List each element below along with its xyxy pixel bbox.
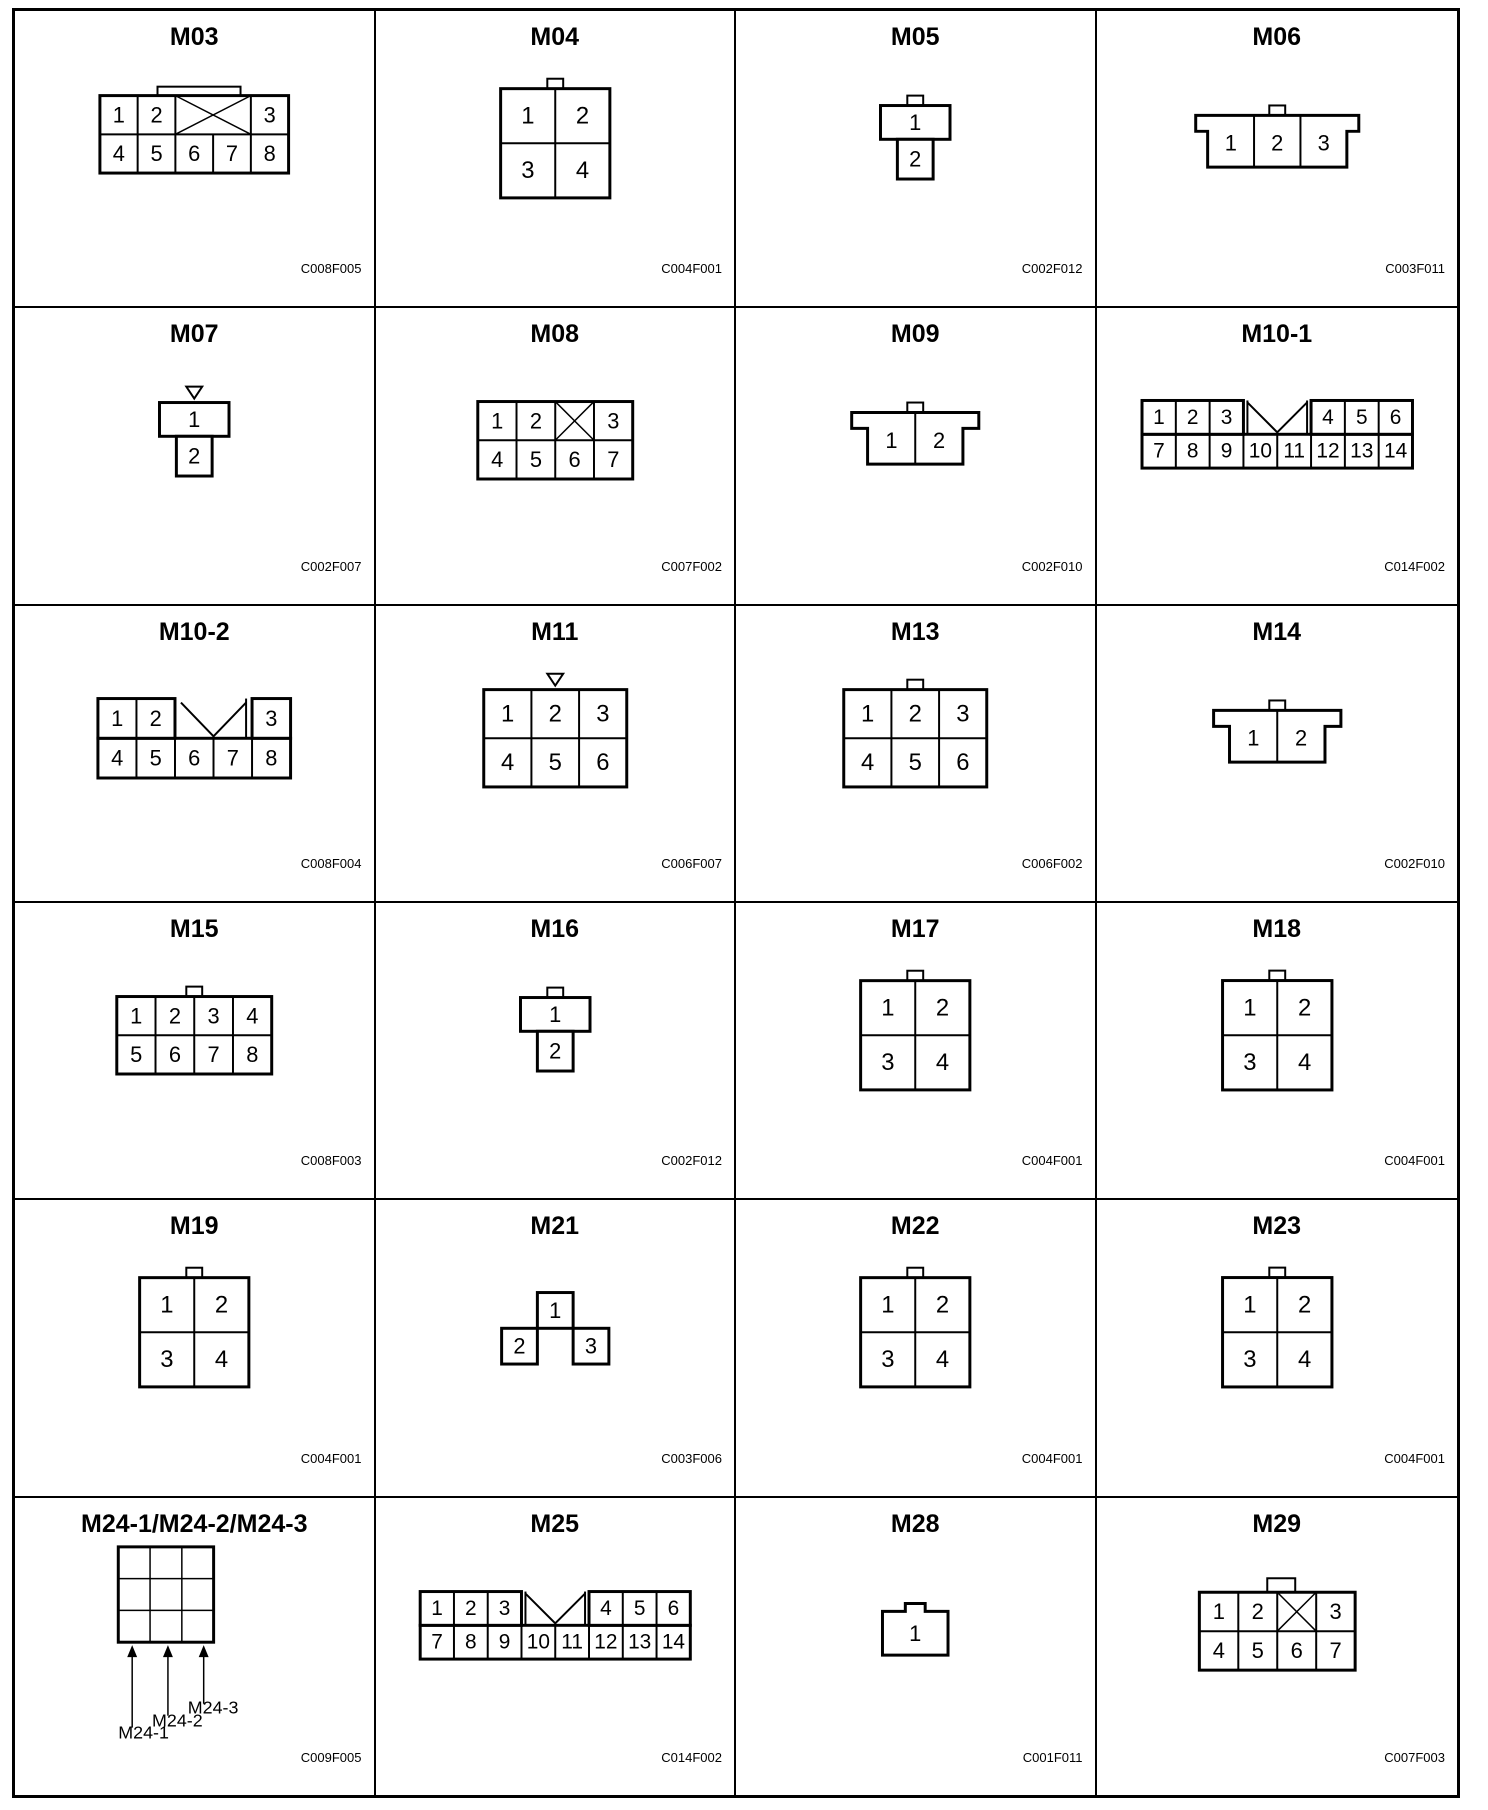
figure-code: C003F006 xyxy=(661,1450,722,1466)
pin-number: 7 xyxy=(430,1630,443,1654)
connector-face-diagram xyxy=(1097,1200,1458,1495)
connector-face-diagram xyxy=(376,903,735,1198)
figure-code: C007F002 xyxy=(661,558,722,574)
pin-number: 5 xyxy=(1251,1637,1264,1663)
pin-number: 2 xyxy=(529,408,542,434)
pin-number: 14 xyxy=(661,1630,685,1654)
figure-code: C002F010 xyxy=(1021,558,1083,574)
pin-number: 4 xyxy=(1212,1637,1225,1663)
figure-code: C004F001 xyxy=(1021,1450,1083,1466)
pin-number: 1 xyxy=(1242,994,1257,1022)
arrow-up-icon xyxy=(199,1645,209,1657)
connector-m17 xyxy=(736,903,1097,1200)
pin-number: 1 xyxy=(909,109,922,135)
connector-face-diagram xyxy=(1097,308,1458,603)
pin-number: 6 xyxy=(667,1596,679,1620)
connector-title: M05 xyxy=(890,23,940,51)
pin-number: 6 xyxy=(956,748,970,776)
pin-number: 12 xyxy=(593,1630,617,1654)
figure-code: C008F005 xyxy=(300,261,362,277)
figure-code: C002F010 xyxy=(1384,856,1445,871)
connector-title: M09 xyxy=(890,320,940,349)
pin-number: 3 xyxy=(1242,1049,1257,1077)
pin-number: 1 xyxy=(548,1298,561,1324)
pin-number: 2 xyxy=(909,146,922,172)
pin-number: 11 xyxy=(560,1630,583,1654)
connector-title: M22 xyxy=(890,1212,940,1241)
pin-number: 6 xyxy=(568,447,581,473)
pin-number: 3 xyxy=(498,1596,510,1620)
pin-number: 1 xyxy=(860,700,875,728)
lock-tab xyxy=(1269,1268,1285,1278)
pin-number: 4 xyxy=(935,1049,950,1077)
connector-face-diagram xyxy=(1097,1498,1458,1795)
pin-number: 5 xyxy=(149,745,162,771)
connector-face-diagram xyxy=(376,308,735,603)
figure-code: C004F001 xyxy=(300,1450,362,1466)
pin-number: 4 xyxy=(500,748,514,776)
pin-number: 1 xyxy=(1224,130,1237,156)
pin-number: 1 xyxy=(1242,1291,1257,1319)
connector-m06 xyxy=(1097,11,1458,308)
pin-number: 2 xyxy=(1251,1598,1264,1624)
pin-number: 4 xyxy=(1297,1346,1311,1374)
housing-outline xyxy=(118,1547,213,1642)
connector-face-diagram xyxy=(15,606,374,901)
pin-number: 3 xyxy=(1329,1598,1342,1624)
connector-title: M03 xyxy=(169,23,219,51)
pin-number: 3 xyxy=(520,157,535,185)
pin-group-label: M24-1 xyxy=(118,1722,169,1743)
connector-face-diagram xyxy=(1097,606,1458,901)
connector-m07 xyxy=(15,308,376,605)
pin-number: 5 xyxy=(529,447,542,473)
pin-number: 7 xyxy=(226,745,239,771)
lock-tab xyxy=(547,988,563,998)
connector-title: M15 xyxy=(169,915,219,943)
pin-number: 8 xyxy=(265,745,278,771)
pin-number: 6 xyxy=(188,745,201,771)
pin-number: 2 xyxy=(1294,725,1307,751)
connector-face-diagram xyxy=(15,308,374,603)
arrow-up-icon xyxy=(163,1645,173,1657)
connector-face-diagram xyxy=(736,11,1095,306)
pin-number: 13 xyxy=(627,1630,651,1654)
pin-number: 5 xyxy=(130,1042,143,1068)
pin-number: 4 xyxy=(112,141,125,167)
pin-number: 13 xyxy=(1349,440,1373,464)
connector-title: M08 xyxy=(530,320,580,349)
connector-face-diagram xyxy=(1097,903,1458,1198)
pin-group-label: M24-2 xyxy=(152,1710,203,1731)
pin-number: 3 xyxy=(160,1346,174,1374)
arrow-up-icon xyxy=(127,1645,137,1657)
connector-m11 xyxy=(376,606,737,903)
pin-number: 5 xyxy=(633,1596,645,1620)
figure-code: C001F011 xyxy=(1022,1750,1083,1765)
figure-code: C006F002 xyxy=(1021,856,1083,871)
figure-code: C007F003 xyxy=(1384,1750,1445,1765)
figure-code: C003F011 xyxy=(1385,261,1445,277)
key-triangle-icon xyxy=(547,673,563,685)
connector-title: M06 xyxy=(1252,23,1302,51)
pin-number: 2 xyxy=(548,1038,561,1064)
pin-number: 3 xyxy=(207,1003,220,1029)
figure-code: C002F007 xyxy=(300,558,362,574)
connector-face-diagram xyxy=(376,1498,735,1795)
pin-number: 1 xyxy=(490,408,503,434)
pin-number: 1 xyxy=(548,1001,561,1027)
pin-number: 5 xyxy=(150,141,163,167)
pin-number: 3 xyxy=(881,1049,895,1077)
connector-title: M11 xyxy=(531,617,579,646)
pin-number: 10 xyxy=(1248,440,1272,464)
connector-title: M25 xyxy=(530,1509,580,1538)
connector-face-diagram xyxy=(15,1498,374,1795)
pin-number: 1 xyxy=(881,1291,895,1319)
pin-number: 3 xyxy=(584,1334,597,1360)
connector-title: M10-2 xyxy=(158,617,230,646)
connector-m16 xyxy=(376,903,737,1200)
connector-m10_2 xyxy=(15,606,376,903)
pin-number: 3 xyxy=(1220,406,1232,430)
pin-number: 3 xyxy=(1242,1346,1257,1374)
pin-number: 2 xyxy=(149,705,162,731)
pin-number: 6 xyxy=(1290,1637,1303,1663)
lock-tab xyxy=(907,403,923,413)
connector-m29 xyxy=(1097,1498,1458,1795)
pin-number: 9 xyxy=(1220,440,1232,464)
pin-number: 3 xyxy=(881,1346,895,1374)
pin-number: 5 xyxy=(548,748,562,776)
pin-number: 2 xyxy=(512,1334,526,1360)
pin-number: 2 xyxy=(935,994,950,1022)
pin-number: 8 xyxy=(1186,440,1199,464)
connector-face-diagram xyxy=(736,1498,1095,1795)
pin-number: 1 xyxy=(520,102,535,130)
lock-tab xyxy=(1267,1578,1295,1592)
figure-code: C014F002 xyxy=(1384,558,1445,574)
connector-title: M14 xyxy=(1252,617,1302,646)
connector-m08 xyxy=(376,308,737,605)
key-v-icon xyxy=(525,1593,585,1623)
connector-title: M28 xyxy=(890,1509,940,1538)
lock-tab xyxy=(907,971,923,981)
pin-number: 1 xyxy=(111,705,124,731)
lock-tab xyxy=(907,679,923,689)
connector-face-diagram xyxy=(736,1200,1095,1495)
pin-number: 3 xyxy=(595,700,610,728)
pin-number: 1 xyxy=(1152,406,1165,430)
pin-number: 2 xyxy=(464,1596,477,1620)
pin-number: 4 xyxy=(860,748,875,776)
connector-title: M16 xyxy=(530,915,580,943)
figure-code: C008F003 xyxy=(300,1153,362,1169)
connector-title: M21 xyxy=(530,1212,580,1241)
connector-m10_1 xyxy=(1097,308,1458,605)
figure-code: C004F001 xyxy=(1021,1153,1083,1169)
pin-number: 11 xyxy=(1282,440,1305,464)
connector-m13 xyxy=(736,606,1097,903)
pin-number: 7 xyxy=(606,447,619,473)
connector-m09 xyxy=(736,308,1097,605)
pin-number: 1 xyxy=(1246,725,1259,751)
connector-face-diagram xyxy=(736,606,1095,901)
pin-number: 4 xyxy=(575,157,589,185)
pin-number: 2 xyxy=(1186,406,1199,430)
pin-number: 6 xyxy=(1389,406,1401,430)
figure-code: C004F001 xyxy=(661,261,722,277)
connector-m15 xyxy=(15,903,376,1200)
connector-m03 xyxy=(15,11,376,308)
connector-face-diagram xyxy=(15,903,374,1198)
connector-title: M19 xyxy=(169,1212,219,1241)
connector-m21 xyxy=(376,1200,737,1497)
pin-number: 1 xyxy=(500,700,514,728)
pin-number: 1 xyxy=(430,1596,443,1620)
pin-number: 1 xyxy=(909,1620,922,1646)
pin-number: 14 xyxy=(1383,440,1407,464)
figure-code: C002F012 xyxy=(661,1153,722,1169)
key-triangle-icon xyxy=(186,387,202,399)
pin-number: 2 xyxy=(933,428,946,454)
pin-number: 2 xyxy=(1297,994,1311,1022)
pin-number: 7 xyxy=(1329,1637,1342,1663)
pin-number: 10 xyxy=(526,1630,550,1654)
pin-number: 4 xyxy=(490,447,503,473)
pin-number: 2 xyxy=(214,1291,229,1319)
figure-code: C009F005 xyxy=(300,1750,362,1765)
connector-face-diagram xyxy=(376,606,735,901)
connector-title: M23 xyxy=(1252,1212,1302,1241)
connector-m04 xyxy=(376,11,737,308)
pin-number: 4 xyxy=(1297,1049,1311,1077)
pin-number: 2 xyxy=(168,1003,181,1029)
key-v-icon xyxy=(1247,403,1307,433)
pin-number: 2 xyxy=(935,1291,950,1319)
pin-number: 1 xyxy=(1212,1598,1225,1624)
figure-code: C002F012 xyxy=(1021,261,1083,277)
pin-number: 2 xyxy=(908,700,922,728)
connector-title: M13 xyxy=(890,617,940,646)
connector-face-diagram xyxy=(736,308,1095,603)
figure-code: C004F001 xyxy=(1384,1450,1445,1466)
pin-number: 6 xyxy=(168,1042,181,1068)
connector-title: M18 xyxy=(1252,915,1302,943)
pin-number: 2 xyxy=(1297,1291,1311,1319)
pin-number: 7 xyxy=(225,141,239,167)
pin-number: 3 xyxy=(265,705,278,731)
connector-m22 xyxy=(736,1200,1097,1497)
connector-m14 xyxy=(1097,606,1458,903)
pin-number: 1 xyxy=(112,102,125,128)
pin-number: 3 xyxy=(606,408,619,434)
lock-tab xyxy=(1269,700,1285,710)
pin-number: 2 xyxy=(188,443,201,469)
connector-face-diagram xyxy=(376,1200,735,1495)
pin-number: 4 xyxy=(111,745,124,771)
connector-m05 xyxy=(736,11,1097,308)
pin-number: 4 xyxy=(1321,406,1334,430)
connector-m28 xyxy=(736,1498,1097,1795)
connector-m23 xyxy=(1097,1200,1458,1497)
pin-number: 1 xyxy=(885,428,898,454)
connector-face-diagram xyxy=(15,1200,374,1495)
pin-number: 4 xyxy=(214,1346,229,1374)
connector-grid xyxy=(12,8,1460,1798)
connector-m24 xyxy=(15,1498,376,1795)
pin-number: 1 xyxy=(188,407,201,433)
pin-number: 3 xyxy=(956,700,970,728)
figure-code: C004F001 xyxy=(1384,1153,1445,1169)
pin-number: 8 xyxy=(246,1042,259,1068)
pin-number: 4 xyxy=(935,1346,950,1374)
pin-number: 7 xyxy=(1152,440,1165,464)
connector-face-diagram xyxy=(736,903,1095,1198)
figure-code: C006F007 xyxy=(661,856,722,871)
lock-tab xyxy=(1269,971,1285,981)
figure-code: C014F002 xyxy=(661,1750,722,1765)
pin-number: 5 xyxy=(908,748,922,776)
pin-number: 3 xyxy=(263,102,276,128)
figure-code: C008F004 xyxy=(300,856,362,871)
pin-number: 8 xyxy=(464,1630,477,1654)
pin-group-label: M24-3 xyxy=(187,1697,239,1718)
pin-number: 2 xyxy=(575,102,589,130)
connector-title: M17 xyxy=(890,915,940,943)
connector-title: M04 xyxy=(530,23,580,51)
connector-title: M24-1/M24-2/M24-3 xyxy=(81,1509,308,1538)
pin-number: 7 xyxy=(207,1042,220,1068)
pin-number: 4 xyxy=(599,1596,612,1620)
pin-number: 4 xyxy=(246,1003,259,1029)
pin-number: 9 xyxy=(498,1630,510,1654)
connector-face-diagram xyxy=(376,11,735,306)
connector-title: M07 xyxy=(169,320,219,349)
pin-number: 1 xyxy=(881,994,895,1022)
connector-title: M10-1 xyxy=(1241,320,1313,349)
connector-m18 xyxy=(1097,903,1458,1200)
pin-number: 2 xyxy=(1270,130,1283,156)
pin-number: 2 xyxy=(150,102,163,128)
connector-m19 xyxy=(15,1200,376,1497)
pin-number: 3 xyxy=(1317,130,1330,156)
connector-face-diagram xyxy=(1097,11,1458,306)
connector-title: M29 xyxy=(1252,1509,1302,1538)
pin-number: 1 xyxy=(130,1003,143,1029)
connector-m25 xyxy=(376,1498,737,1795)
pin-number: 2 xyxy=(548,700,562,728)
pin-number: 6 xyxy=(595,748,610,776)
pin-number: 6 xyxy=(188,141,201,167)
pin-number: 8 xyxy=(263,141,276,167)
pin-number: 5 xyxy=(1355,406,1368,430)
key-v-icon xyxy=(181,702,246,736)
pin-number: 12 xyxy=(1315,440,1340,464)
pin-number: 1 xyxy=(160,1291,174,1319)
connector-face-diagram xyxy=(15,11,374,306)
